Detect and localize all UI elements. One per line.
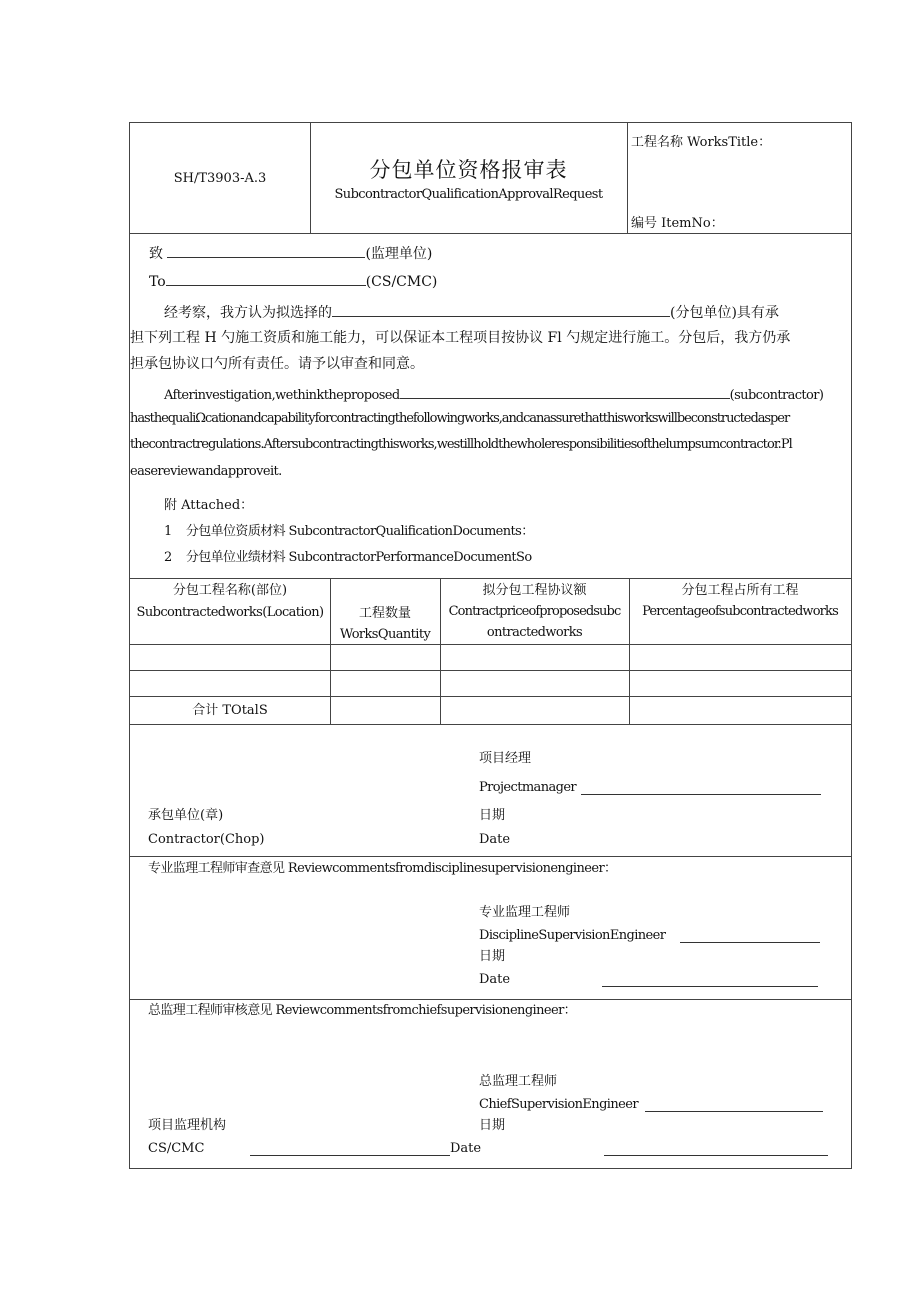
pm-label-en: Projectmanager — [479, 780, 577, 795]
discipline-engineer-en: DisciplineSupervisionEngineer — [479, 928, 666, 943]
chief-signature-line[interactable] — [645, 1111, 823, 1112]
statement-en-prefix: Afterinvestigation,wethinktheproposed — [164, 388, 400, 403]
form-code: SH/T3903-A.3 — [173, 171, 267, 186]
col-price-en-2: ontractedworks — [486, 625, 583, 640]
table-header-rule — [130, 644, 851, 645]
table-col-divider-1 — [330, 578, 331, 724]
col-location-cn: 分包工程名称(部位) — [172, 583, 288, 598]
approval-form — [129, 122, 852, 1169]
chief-engineer-en: ChiefSupervisionEngineer — [479, 1097, 638, 1112]
chief-date-en: Date — [450, 1141, 482, 1156]
attached-item-1-text: 分包单位资质材料 SubcontractorQualificationDocuments： — [185, 524, 534, 539]
discipline-date-line[interactable] — [602, 986, 818, 987]
total-label: 合计 TOtalS — [192, 703, 268, 718]
contractor-date-cn: 日期 — [479, 808, 506, 823]
header-divider-2 — [627, 123, 628, 233]
table-bottom-rule — [130, 724, 851, 725]
chief-date-cn: 日期 — [479, 1118, 506, 1133]
discipline-bottom-rule — [130, 999, 851, 1000]
contractor-unit-en: Contractor(Chop) — [148, 832, 265, 847]
statement-cn-line3: 担承包协议口勺所有责任。请予以审查和同意。 — [130, 356, 424, 372]
pm-signature-line[interactable] — [581, 794, 821, 795]
statement-cn-line2: 担下列工程 H 勺施工资质和施工能力，可以保证本工程项目按协议 Fl 勺规定进行施工。分包后，我方仍承 — [130, 330, 791, 346]
contractor-unit-cn: 承包单位(章) — [148, 808, 224, 823]
statement-en-line1 — [164, 384, 823, 405]
chief-review-label: 总监理工程师审核意见 Reviewcommentsfromchiefsupervisionengineer： — [148, 1003, 577, 1018]
table-row-rule-2 — [130, 696, 851, 697]
item-no-field[interactable]: 编号 ItemNo： — [631, 216, 724, 231]
attached-item-1 — [164, 523, 534, 541]
cs-cmc-input[interactable] — [166, 271, 366, 286]
attached-label: 附 Attached： — [164, 498, 254, 513]
discipline-date-en: Date — [479, 972, 511, 987]
discipline-signature-line[interactable] — [680, 942, 820, 943]
chief-org-line[interactable] — [250, 1155, 450, 1156]
to-cn-suffix: (监理单位) — [365, 246, 433, 262]
col-price-en-1: Contractpriceofproposedsubc — [448, 604, 621, 619]
contractor-date-en: Date — [479, 832, 511, 847]
chief-org-en: CS/CMC — [148, 1141, 205, 1156]
form-title-en: SubcontractorQualificationApprovalRequest — [334, 187, 603, 202]
works-title-field[interactable]: 工程名称 WorksTitle： — [631, 135, 772, 150]
statement-en-line3: thecontractregulations.Aftersubcontractingthisworks,westillholdthewholeresponsibilitiesofthelumpsumcontractor.Pl — [130, 437, 792, 452]
header-bottom-rule — [130, 233, 851, 234]
statement-en-line4: easereviewandapproveit. — [130, 464, 282, 479]
address-to-en — [149, 271, 437, 291]
subcontractor-name-input[interactable] — [332, 302, 670, 317]
statement-cn-suffix: (分包单位)具有承 — [670, 305, 779, 321]
form-title-cn: 分包单位资格报审表 — [369, 158, 568, 182]
statement-cn-line1 — [164, 302, 779, 322]
table-row-rule-1 — [130, 670, 851, 671]
subcontractor-name-en-input[interactable] — [400, 384, 730, 399]
address-to-cn — [149, 243, 432, 263]
col-percentage-cn: 分包工程占所有工程 — [681, 583, 799, 598]
table-top-rule — [130, 578, 851, 579]
attached-item-2 — [164, 549, 532, 567]
chief-org-cn: 项目监理机构 — [148, 1118, 227, 1133]
col-location-en: Subcontractedworks(Location) — [136, 605, 324, 620]
supervision-unit-input[interactable] — [167, 243, 365, 258]
to-en-suffix: (CS/CMC) — [365, 274, 438, 290]
chief-date-line[interactable] — [604, 1155, 828, 1156]
col-quantity-cn: 工程数量 — [358, 606, 411, 621]
col-price-cn: 拟分包工程协议额 — [482, 583, 587, 598]
statement-en-suffix: (subcontractor) — [729, 388, 824, 403]
statement-en-line2: hasthequaliΩcationandcapabilityforcontractingthefollowingworks,andcanassurethatthisworkswillbeconstructedasper — [130, 411, 790, 426]
col-percentage-en: Percentageofsubcontractedworks — [642, 604, 838, 619]
discipline-date-cn: 日期 — [479, 949, 506, 964]
attached-item-1-num: 1 — [164, 524, 172, 539]
attached-item-2-text: 分包单位业绩材料 SubcontractorPerformanceDocumentSo — [185, 550, 532, 565]
contractor-bottom-rule — [130, 856, 851, 857]
statement-cn-prefix: 经考察，我方认为拟选择的 — [164, 305, 332, 321]
pm-label-cn: 项目经理 — [479, 751, 532, 766]
attached-item-2-num: 2 — [164, 550, 172, 565]
chief-engineer-cn: 总监理工程师 — [479, 1074, 558, 1089]
to-cn-prefix: 致 — [149, 246, 163, 262]
to-en-prefix: To — [149, 274, 166, 290]
discipline-engineer-cn: 专业监理工程师 — [479, 905, 571, 920]
col-quantity-en: WorksQuantity — [339, 627, 431, 642]
discipline-review-label: 专业监理工程师审查意见 Reviewcommentsfromdisciplinesupervisionengineer： — [148, 861, 617, 876]
